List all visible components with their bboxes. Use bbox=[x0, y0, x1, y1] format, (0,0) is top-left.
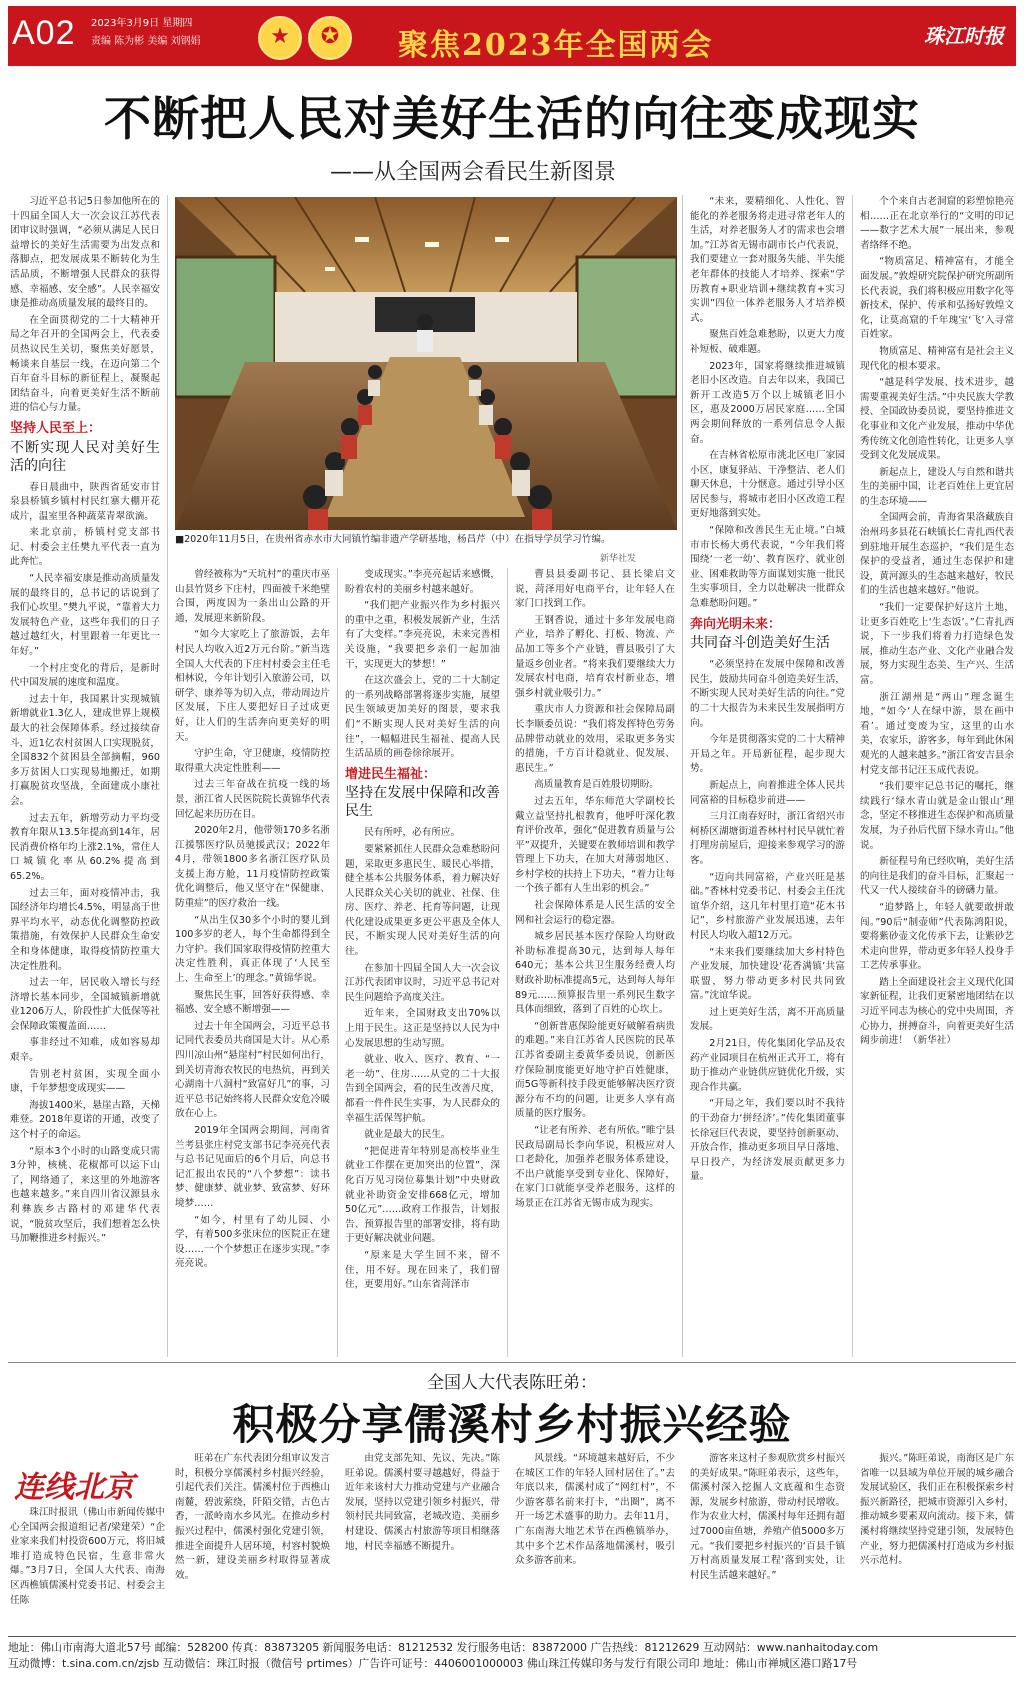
paragraph: 踏上全面建设社会主义现代化国家新征程，让我们更紧密地团结在以习近平同志为核心的党中央周围，齐心协力，拼搏奋斗，向着更美好生活阔步前进！（新华社） bbox=[860, 976, 1014, 1047]
paragraph: 守护生命，守卫健康，疫情防控取得重大决定性胜利—— bbox=[175, 748, 330, 774]
section-2-label: 增进民生福祉： bbox=[345, 766, 437, 782]
paragraph: 过去三年，面对疫情冲击，我国经济年均增长4.5%，明显高于世界平均水平，动态优化调整防控政策措施，有效保护人民群众生命安全和身体健康，取得疫情防控重大决定性胜利。 bbox=[10, 887, 160, 972]
paragraph: 曾经被称为“天坑村”的重庆市巫山县竹贤乡下庄村，四面被千米绝壁合围，两度因为一条出山公路的开通，发展迎来新阶段。 bbox=[175, 569, 330, 624]
paragraph: “我们一定要保护好这片土地，让更多百姓吃上‘生态饭’。”仁青扎西说，下一步我们将着力打造绿色发展，推动生态产业、文化产业融合发展，努力实现生态美、生产兴、生活富。 bbox=[860, 602, 1014, 686]
paragraph: “物质富足、精神富有，才能全面发展。”敦煌研究院保护研究所副所长代表说，我们将积极应用数字化等新技术，保护、传承和弘扬好敦煌文化，让莫高窟的千年瑰宝‘飞’入寻常百姓家。 bbox=[860, 256, 1014, 341]
paragraph: “原本3个小时的山路变成只需3分钟，核桃、花椒都可以运下山了，网络通了，来这里的外地游客也越来越多。”来自四川省汉源县永利彝族乡古路村的邓建华代表说，“脱贫攻坚后，我们想着怎么快马加鞭推进乡村振兴。” bbox=[10, 1145, 160, 1245]
paragraph: “把促进青年特别是高校毕业生就业工作摆在更加突出的位置”，深化百万见习岗位募集计划”中央财政就业补助资金安排668亿元，增加50亿元”……政府工作报告，计划报告、预算报告里的部署安排，将有助于更好解决就业问题。 bbox=[345, 1145, 500, 1245]
paragraph: 过去五年，新增劳动力平均受教育年限从13.5年提高到14年，居民消费价格年均上涨2.1%，常住人口城镇化率从60.2%提高到65.2%。 bbox=[10, 812, 160, 882]
paragraph: 过去五年，华东师范大学副校长戴立益坚持扎根教育，他呼吁深化教育评价改革，强化“促进教育质量与公平”双提升，关键要在教师培训和教学管理上下功夫，在加大对薄弱地区、乡村学校的扶持上下功夫，“着力让每一个孩子都有人生出彩的机会。” bbox=[515, 795, 675, 895]
paragraph: 一个村庄变化的背后，是新时代中国发展的速度和温度。 bbox=[10, 662, 160, 689]
main-headline: 不断把人民对美好生活的向往变成现实 bbox=[104, 92, 920, 147]
second-story-column-6 bbox=[860, 1452, 1014, 1630]
paragraph: 要紧紧抓住人民群众急难愁盼问题，采取更多惠民生、暖民心举措，健全基本公共服务体系，着力解决好人民群众关心关切的就业、社保、住房、医疗、养老、托育等问题，让现代化建设成果更多更公平惠及全体人民，不断实现人民对美好生活的向往。 bbox=[345, 843, 500, 958]
paragraph: “从出生仅30多个小时的婴儿到100多岁的老人，每个生命都得到全力守护。我们国家取得疫情防控重大决定性胜利，真正体现了‘人民至上、生命至上’的理念。”黄锦华说。 bbox=[175, 914, 330, 985]
column-divider bbox=[167, 195, 168, 1357]
paragraph: 过去三年奋战在抗疫一线的场景，浙江省人民医院院长黄锦华代表回忆起来历历在目。 bbox=[175, 779, 330, 820]
paragraph: 新起点上，向着推进全体人民共同富裕的目标稳步前进—— bbox=[690, 779, 845, 806]
main-photo bbox=[175, 197, 677, 530]
issue-date: 2023年3月9日 星期四 bbox=[91, 18, 193, 29]
paragraph: 聚焦百姓急难愁盼，以更大力度补短板、破难题。 bbox=[690, 329, 845, 355]
paper-logo: 珠江时报 bbox=[924, 24, 1004, 48]
column-2 bbox=[175, 568, 330, 1357]
paragraph: 游客来这村子参观欣赏乡村振兴的美好成果。”陈旺弟表示，这些年，儒溪村深入挖掘人文底蕴和生态资源，发展乡村旅游，带动村民增收。作为农业大村，儒溪村每年还拥有超过7000亩鱼塘，养殖产值5000多万元。“我们要把乡村振兴的‘百县千镇万村高质量发展工程’落到实处，让村民生活越来越好。” bbox=[690, 1453, 845, 1581]
paragraph: 就业是最大的民生。 bbox=[364, 1129, 451, 1141]
paragraph: 由党支部先知、先议、先决。”陈旺弟说。儒溪村要寻越越好，得益于近年来该村大力推动党建与产业融合发展，坚持以党建引领乡村振兴，带领村民共同致富，老城改造、美丽乡村建设、儒溪古村旅游等项目相继落地，村民幸福感不断提升。 bbox=[345, 1453, 500, 1552]
paragraph: 民有所呼，必有所应。 bbox=[364, 827, 461, 839]
paragraph: 在全面贯彻党的二十大精神开局之年召开的全国两会上，代表委员热议民生关切，聚焦美好愿景，畅谈来自基层一线，在迈向第二个百年奋斗目标的新征程上，凝聚起团结奋斗，向着更美好生活不断前进的信心与力量。 bbox=[10, 314, 160, 414]
column-divider bbox=[507, 568, 508, 1357]
paragraph: “让老有所养、老有所依。”睢宁县民政局副局长李向华说，积极应对人口老龄化，加强养老服务体系建设，不出户就能享受到专业化、保障好，在家门口就能享受养老服务，这样的场景正在江苏省无锡市成为现实。 bbox=[515, 1124, 675, 1209]
section-3-label: 奔向光明未来： bbox=[690, 616, 782, 632]
second-story-column-2 bbox=[175, 1452, 330, 1630]
paragraph: “我们要牢记总书记的嘱托，继续践行‘绿水青山就是金山银山’理念，坚定不移推进生态保护和高质量发展，为子孙后代留下绿水青山。”他说。 bbox=[860, 781, 1014, 851]
paragraph: 个个来自古老洞窟的彩塑惊艳亮相……正在北京举行的“文明的印记——数字艺术大展”一展出来，参观者络绎不绝。 bbox=[860, 196, 1014, 251]
section-1-title: 不断实现人民对美好生活的向往 bbox=[10, 439, 160, 474]
paragraph: 旺弟在广东代表团分组审议发言时，积极分享儒溪村乡村振兴经验，引起代表们关注。儒溪村位于西樵山南麓，碧波萦绕，阡陌交错，古色古香，一派岭南水乡风光。在推动乡村振兴过程中，儒溪村强化党建引领，推进全面提升人居环境，村容村貌焕然一新，建设美丽乡村取得显著成效。 bbox=[175, 1453, 330, 1581]
paragraph: 过去一年，居民收入增长与经济增长基本同步，全国城镇新增就业1206万人，阶段性扩大低保等社会保障政策覆盖面…… bbox=[10, 977, 160, 1032]
second-story-kicker: 全国人大代表陈旺弟： bbox=[427, 1373, 597, 1393]
paragraph: 重庆市人力资源和社会保障局副长李顺委员说：“我们将发挥特色劳务品牌带动就业的效用，采取更多务实的措施，千方百计稳就业、促发展、惠民生。” bbox=[515, 704, 675, 774]
cppcc-emblem-icon: ✪ bbox=[308, 16, 352, 60]
second-story-column-1 bbox=[10, 1506, 165, 1630]
paragraph: 过去十年全国两会，习近平总书记同代表委员共商国是大计。从心系四川凉山州“悬崖村”村民如何出行，到关切青海农牧民的电热炕，再到关心湖南十八洞村“致富好几”的事，习近平总书记始终将人民群众安危冷暖放在心上。 bbox=[175, 1020, 330, 1120]
paragraph: 习近平总书记5日参加他所在的十四届全国人大一次会议江苏代表团审议时强调，“必须从满足人民日益增长的美好生活需要为出发点和落脚点，把发展成果不断转化为生活品质，不断增强人民群众的获得感、幸福感、安全感”。人民幸福安康是推动高质量发展的最终目的。 bbox=[10, 196, 160, 310]
paragraph: 近年来，全国财政支出70%以上用于民生。这正是坚持以人民为中心发展思想的生动写照。 bbox=[345, 1008, 500, 1049]
paragraph: “我们把产业振兴作为乡村振兴的重中之重，积极发展新产业，生活有了大变样。”李亮亮说，未来完善相关设施，“我要把乡亲们一起加油干，实现更大的梦想！” bbox=[345, 600, 500, 670]
section-1-label: 坚持人民至上： bbox=[10, 420, 102, 436]
classroom-photo bbox=[175, 197, 677, 530]
column-divider bbox=[852, 195, 853, 1357]
paragraph: “必须坚持在发展中保障和改善民生，鼓励共同奋斗创造美好生活，不断实现人民对美好生活的向往。”党的二十大报告为未来民生发展指明方向。 bbox=[690, 659, 845, 729]
paragraph: 新起点上，建设人与自然和谐共生的美丽中国，让老百姓住上更宜居的生态环境—— bbox=[860, 466, 1014, 507]
column-1 bbox=[10, 195, 160, 1357]
paragraph: 王钢香说，通过十多年发展电商产业，培养了孵化、打板、物流、产品加工等多个产业链，曹县吸引了大量返乡创业者。“将来我们要继续大力发展农村电商，培育农村新业态，增强乡村就业吸引力。” bbox=[515, 614, 675, 699]
column-logo: 连线北京 bbox=[14, 1470, 134, 1505]
footer bbox=[8, 1636, 1016, 1672]
paragraph: 在这次盛会上，党的二十大制定的一系列战略部署将逐步实施，展望民生领域更加美好的图景，要求我们“不断实现人民对美好生活的向往”，一幅幅进民生福祉、提高人民生活品质的画卷徐徐展开。 bbox=[345, 675, 500, 760]
column-5 bbox=[690, 195, 845, 1357]
section-title: 聚焦2023年全国两会 bbox=[398, 28, 714, 63]
paragraph: 在吉林省松原市洮北区电厂家园小区，康复驿站、干净整洁、老人们聊天休息，十分惬意。通过引导小区居民参与，将城市老旧小区改造工程更好地落到实处。 bbox=[690, 450, 845, 520]
second-story-column-5 bbox=[690, 1452, 845, 1630]
paragraph: “如今，村里有了幼儿园、小学，有着500多张床位的医院正在建设……一个个梦想正在逐步实现。”李亮亮说。 bbox=[175, 1214, 330, 1270]
paragraph: 振兴。”陈旺弟说，南海区是广东省唯一以县域为单位开展的城乡融合发展试验区，我们正在积极探索乡村振兴新路径，把城市资源引入乡村，推动城乡要素双向流动。接下来，儒溪村将继续坚持党建引领，发展特色产业，努力把儒溪村打造成为乡村振兴示范村。 bbox=[860, 1453, 1014, 1567]
paragraph: 告别老村贫困，实现全面小康，千年梦想变成现实—— bbox=[10, 1068, 160, 1095]
second-story-column-4 bbox=[515, 1452, 675, 1630]
column-divider bbox=[682, 195, 683, 1357]
paragraph: 2月21日，传化集团化学品及农药产业园项目在杭州正式开工，将有助于推动产业链供应链优化升级，实现合作共赢。 bbox=[690, 1038, 845, 1093]
paragraph: 变成现实。”李亮亮起话来感慨，盼着农村的美丽乡村越来越好。 bbox=[345, 569, 500, 595]
second-story-column-3 bbox=[345, 1452, 500, 1630]
party-emblem-icon: ★ bbox=[258, 16, 302, 60]
paragraph: 就业、收入、医疗、教育、“一老一幼”、住房……从党的二十大报告到全国两会，看的民生改善尺度，都看一件件民生实事，为人民群众的幸福生活保驾护航。 bbox=[345, 1054, 500, 1124]
photo-credit: 新华社发 bbox=[600, 554, 637, 564]
paragraph: 春日晨曲中，陕西省延安市甘泉县桥镇乡镇村村民红寨大棚开花成片，温室里各种蔬菜青翠欲滴。 bbox=[10, 481, 160, 522]
paragraph: “未来，要精细化、人性化、智能化的养老服务将走进寻常老年人的生活，对养老服务人才的需求也会增加。”江苏省无锡市副市长卢代表说，我们要建立一套对服务失能、半失能老年群体的技能人才培养、探索“学历教育+职业培训+继续教育+实习实训”四位一体养老服务人才培养模式。 bbox=[690, 196, 845, 324]
paragraph: “人民幸福安康是推动高质量发展的最终目的，总书记的话说到了我们心坎里。”樊九平说，“靠着大力发展特色产业，这些年我们的日子越过越红火，村里跟着一年更比一年好。” bbox=[10, 573, 160, 658]
paragraph: 过去十年，我国累计实现城镇新增就业1.3亿人，建成世界上规模最大的社会保障体系。经过接续奋斗，近1亿农村贫困人口实现脱贫，全国832个贫困县全部摘帽，960多万贫困人口实现易地搬迁，如期打赢脱贫攻坚战，全面建成小康社会。 bbox=[10, 693, 160, 807]
footer-line-2: 互动微博：t.sina.com.cn/zjsb 互动微信：珠江时报（微信号 prtimes）广告许可证号：4406001000003 佛山珠江传媒印务与发行有限公司印 地址：佛山市禅城区港口路17号 bbox=[8, 1657, 858, 1670]
paragraph: 社会保障体系是人民生活的安全网和社会运行的稳定器。 bbox=[515, 900, 675, 926]
paragraph: 全国两会前，青海省果洛藏族自治州玛多县花石峡镇长仁青扎西代表到驻地开展生态巡护，“我们是生态保护的受益者，通过生态保护和建设，黄河源头的生态越来越好，牧民们的生活也越来越好。”他说。 bbox=[860, 512, 1014, 597]
paragraph: 过上更美好生活，离不开高质量发展。 bbox=[690, 1006, 845, 1033]
paragraph: 城乡居民基本医疗保险人均财政补助标准提高30元，达到每人每年640元；基本公共卫生服务经费人均财政补助标准提高5元，达到每人每年89元……预算报告里一系列民生数字具体而细致，落到了百姓的心坎上。 bbox=[515, 931, 675, 1016]
paragraph: 在参加十四届全国人大一次会议江苏代表团审议时，习近平总书记对民生问题给予高度关注。 bbox=[345, 962, 500, 1003]
paragraph: “未来我们要继续加大乡村特色产业发展，加快建设‘花香满镇’共富联盟，努力带动更多村民共同致富。”沈谊华说。 bbox=[690, 946, 845, 1002]
paragraph: 来北京前，桥镇村党支部书记、村委会主任樊九平代表一直为此奔忙。 bbox=[10, 527, 160, 568]
paragraph: “追梦路上，年轻人就要敢拼敢闯。”90后“制壶师”代表陈鸿阳说，要将紫砂壶文化传承下去，让紫砂艺术走向世界，带动更多年轻人投身手工艺传承事业。 bbox=[860, 901, 1014, 972]
paragraph: “开局之年，我们要以时不我待的干劲奋力‘拼经济’。”传化集团董事长徐冠巨代表说，要坚持创新驱动、开放合作，推动更多项目早日落地、早日投产，为经济发展贡献更多力量。 bbox=[690, 1098, 845, 1183]
paragraph: 珠江时报讯（佛山市新闻传媒中心全国两会报道组记者/梁建荣）“企业家来我们村投资600万元，将旧城堆打造成特色民宿，生意非常火爆。”3月7日，全国人大代表、南海区西樵镇儒溪村党委书记、村委会主任陈 bbox=[10, 1507, 165, 1606]
paragraph: 聚焦民生事，回答好获得感、幸福感、安全感不断增强—— bbox=[175, 989, 330, 1016]
paragraph: 2020年2月，他带领170多名浙江援鄂医疗队员驰援武汉；2022年4月，带领1800多名浙江医疗队员支援上海方舱，11月疫情防控政策优化调整后，他又坚守在“保健康、防重症”的医疗救治一线。 bbox=[175, 825, 330, 910]
column-3 bbox=[345, 568, 500, 1357]
paragraph: “原来是大学生回不来，留不住，用不好。现在回来了，我们留住，更要用好。”山东省菏泽市 bbox=[345, 1249, 500, 1291]
editor-credits: 责编 陈为彬 美编 刘钢娟 bbox=[91, 36, 201, 47]
paragraph: 风景线。“环境越来越好后，不少在城区工作的年轻人回村居住了。”去年底以来，儒溪村成了“网红村”，不少游客慕名前来打卡，“出圈”，离不开一场艺术盛事的助力。去年11月，广东南海大地艺术节在西樵镇举办，其中多个艺术作品落地儒溪村，吸引众多游客前来。 bbox=[515, 1453, 675, 1567]
paragraph: “保障和改善民生无止境。”白城市市长杨大勇代表说，“今年我们将围绕‘一老一幼’、教育医疗、就业创业、困难救助等方面谋划实施一批民生实事项目，全力以赴解决一批群众急难愁盼问题。” bbox=[690, 525, 845, 610]
paragraph: 三月江南春好时，浙江省绍兴市柯桥区湖塘街道香林村村民早就忙着打理房前屋后，迎接来参观学习的游客。 bbox=[690, 811, 845, 866]
paragraph: 浙江湖州是“两山”理念诞生地，“如今‘人在绿中游，景在画中看’。通过变废为宝，这里的山水美，农家乐，游客多，每年到此休闲观光的人越来越多。”浙江省安吉县余村党支部书记汪玉成代表说。 bbox=[860, 691, 1014, 776]
paragraph: “创新普惠保险能更好破解看病贵的难题。”来自江苏省人民医院的民革江苏省委副主委黄华委员说，创新医疗保险制度能更好地守护百姓健康，而5G等新科技手段更能够解决医疗资源分布不均的问题，让更多人享有高质量的医疗服务。 bbox=[515, 1020, 675, 1120]
section-2-title: 坚持在发展中保障和改善民生 bbox=[345, 785, 500, 820]
paragraph: “如今大家吃上了旅游饭，去年村民人均收入近2万元台阶。”新当选全国人大代表的下庄村村委会主任毛相林说，今年计划引入旅游公司，以研学、康养等为切入点，带动周边片区发展，下庄人要把好日子过成更好，让人们的生活奔向更美好的明天。 bbox=[175, 629, 330, 743]
paragraph: “迈向共同富裕，产业兴旺是基础。”香林村党委书记、村委会主任沈谊华介绍，这几年村里打造“花木书记”，乡村旅游产业发展迅速，去年村民人均收入超12万元。 bbox=[690, 871, 845, 941]
paragraph: 海拔1400米，悬崖古路，天梯难登。2018年夏诺的开通，改变了这个村子的命运。 bbox=[10, 1099, 160, 1141]
paragraph: 高质量教育是百姓殷切期盼。 bbox=[534, 779, 659, 791]
story-divider bbox=[8, 1362, 1016, 1363]
column-6 bbox=[860, 195, 1014, 1357]
footer-line-1: 地址：佛山市南海大道北57号 邮编：528200 传真：83873205 新闻服务电话：81212532 发行服务电话：83872000 广告热线：81212629 互动网站：www.nanhaitoday.com bbox=[8, 1641, 879, 1654]
main-subheadline: ——从全国两会看民生新图景 bbox=[330, 160, 617, 185]
paragraph: 事非经过不知难，成如容易却艰辛。 bbox=[10, 1037, 160, 1064]
second-story-headline: 积极分享儒溪村乡村振兴经验 bbox=[232, 1400, 792, 1449]
page-number: A02 bbox=[12, 14, 76, 52]
paragraph: 物质富足、精神富有是社会主义现代化的根本要求。 bbox=[860, 345, 1014, 372]
section-3-title: 共同奋斗创造美好生活 bbox=[690, 635, 830, 652]
photo-caption: ■2020年11月5日，在贵州省赤水市大同镇竹编非遗产学研基地，杨昌芹（中）在指导学员学习竹编。 bbox=[175, 534, 611, 545]
paragraph: 2023年，国家将继续推进城镇老旧小区改造。自去年以来，我国已新开工改造5万个以上城镇老旧小区，惠及2000万居民家庭……全国两会期间释放的一系列信息令人振奋。 bbox=[690, 360, 845, 445]
column-4 bbox=[515, 568, 675, 1357]
paragraph: “越是科学发展、技术进步，越需要重视美好生活。”中央民族大学教授、全国政协委员说，要坚持推进文化事业和文化产业发展，推动中华优秀传统文化创造性转化，让更多人享受到文化发展成果。 bbox=[860, 377, 1014, 462]
paragraph: 2019年全国两会期间，河南省兰考县张庄村党支部书记李亮亮代表与总书记见面后的6个月后，向总书记汇报出农民的“八个梦想”：读书梦、健康梦、就业梦、致富梦、好环境梦…… bbox=[175, 1124, 330, 1209]
paragraph: 新征程号角已经吹响，美好生活的向往是我们的奋斗目标，汇聚起一代又一代人接续奋斗的磅礴力量。 bbox=[860, 856, 1014, 897]
header-band bbox=[8, 6, 1016, 66]
column-divider bbox=[337, 568, 338, 1357]
paragraph: 曹县县委副书记、县长梁启文说，菏泽用好电商平台，让年轻人在家门口找到工作。 bbox=[515, 569, 675, 610]
paragraph: 今年是贯彻落实党的二十大精神开局之年。开局新征程，起步现大势。 bbox=[690, 734, 845, 775]
